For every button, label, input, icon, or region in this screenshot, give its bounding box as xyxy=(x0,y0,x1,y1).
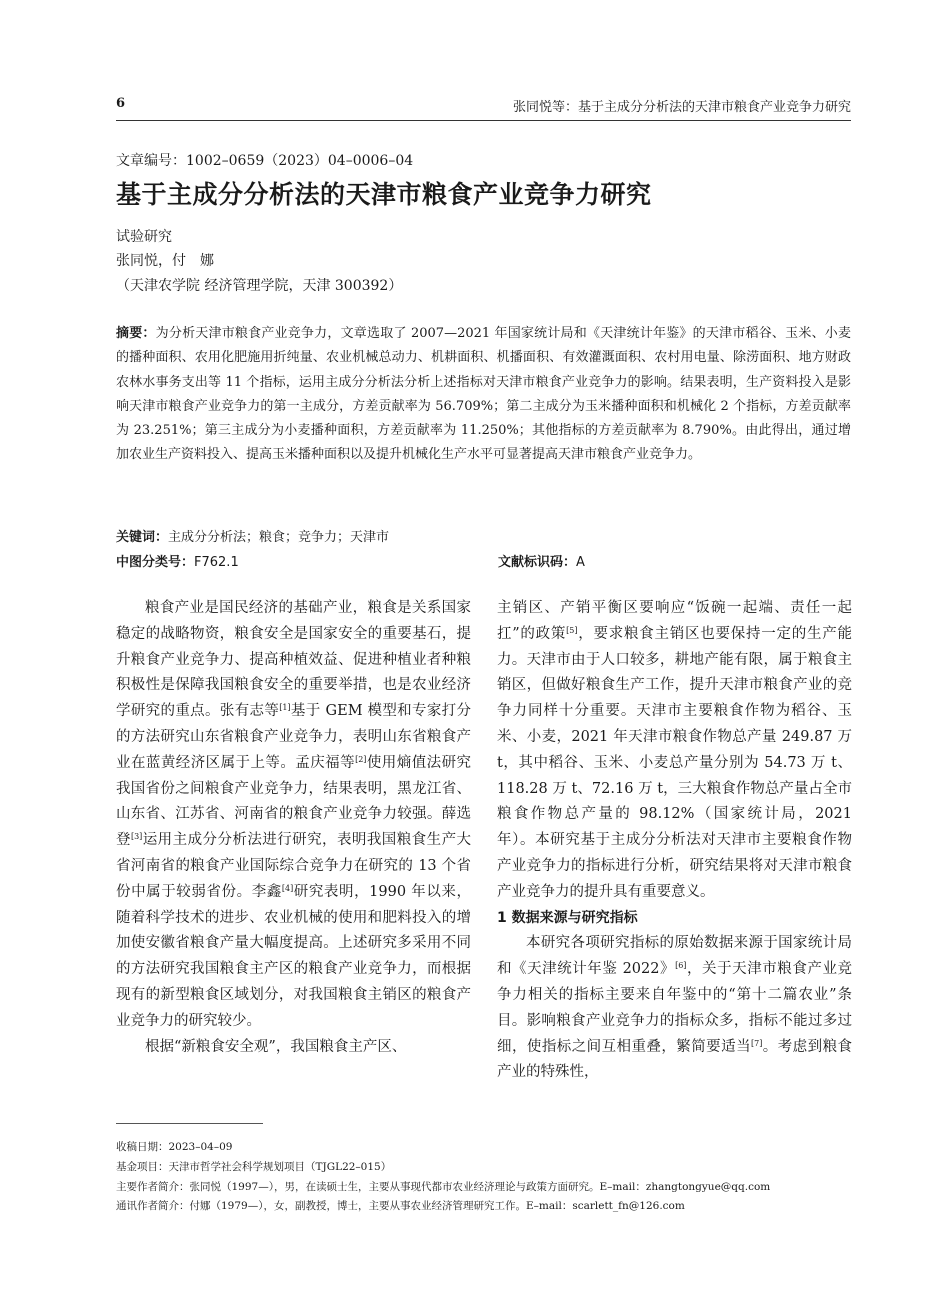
classification-label: 中图分类号： xyxy=(116,555,195,570)
section-heading: 1 数据来源与研究指标 xyxy=(497,909,638,926)
footnote-first-author: 主要作者简介：张同悦（1997—），男，在读硕士生，主要从事现代都市农业经济理论与政策方面研究。E–mail：zhangtongyue@qq.com xyxy=(116,1180,771,1193)
document-code-label: 文献标识码： xyxy=(498,555,577,570)
keywords-text: 主成分分析法；粮食；竞争力；天津市 xyxy=(168,530,390,545)
body-column-right xyxy=(497,596,852,1086)
paper-title: 基于主成分分析法的天津市粮食产业竞争力研究 xyxy=(116,180,652,209)
body-paragraph: 本研究各项研究指标的原始数据来源于国家统计局和《天津统计年鉴 2022》[6]，关于天津市粮食产业竞争力相关的指标主要来自年鉴中的“第十二篇农业”条目。影响粮食产业竞争力的指标众多，指标不能过多过细，使指标之间互相重叠，繁简要适当[7]。考虑到粮食产业的特殊性， xyxy=(497,935,853,1081)
article-number: 文章编号：1002–0659（2023）04–0006–04 xyxy=(116,153,414,169)
body-paragraph: 粮食产业是国民经济的基础产业，粮食是关系国家稳定的战略物资，粮食安全是国家安全的重要基石，提升粮食产业竞争力、提高种植效益、促进种植业者种粮积极性是保障我国粮食安全的重要举措，也是农业经济学研究的重点。张有志等[1]基于 GEM 模型和专家打分的方法研究山东省粮食产业竞争力，表明山东省粮食产业在蓝黄经济区属于上等。孟庆福等[2]使用熵值法研究我国省份之间粮食产业竞争力，结果表明，黑龙江省、山东省、江苏省、河南省的粮食产业竞争力较强。薛选登[3]运用主成分分析法进行研究，表明我国粮食生产大省河南省的粮食产业国际综合竞争力在研究的 13 个省份中属于较弱省份。李鑫[4]研究表明，1990 年以来，随着科学技术的进步、农业机械的使用和肥料投入的增加使安徽省粮食产量大幅度提高。上述研究多采用不同的方法研究我国粮食主产区的粮食产业竞争力，而根据现有的新型粮食区域划分，对我国粮食主销区的粮食产业竞争力的研究较少。 xyxy=(116,600,472,1029)
author-list: 张同悦，付 娜 xyxy=(116,253,214,269)
abstract-label: 摘要： xyxy=(116,326,156,341)
page-number: 6 xyxy=(116,96,126,111)
keywords-label: 关键词： xyxy=(116,530,169,545)
citation-ref[interactable]: [2] xyxy=(355,754,367,764)
article-category: 试验研究 xyxy=(116,229,172,245)
footnote-received: 收稿日期：2023–04–09 xyxy=(116,1141,233,1153)
body-column-left xyxy=(116,596,471,1060)
citation-ref[interactable]: [5] xyxy=(566,625,578,635)
footnote-corresponding: 通讯作者简介：付娜（1979—），女，副教授，博士，主要从事农业经济管理研究工作。E–mail：scarlett_fn@126.com xyxy=(116,1200,685,1213)
classification-value: F762.1 xyxy=(194,555,239,570)
footnotes xyxy=(116,1138,856,1217)
citation-ref[interactable]: [4] xyxy=(281,883,294,893)
classification-number xyxy=(116,551,239,570)
body-paragraph: 根据“新粮食安全观”，我国粮食主产区、 xyxy=(145,1038,407,1055)
footnote-fund: 基金项目：天津市哲学社会科学规划项目（TJGL22–015） xyxy=(116,1160,392,1173)
body-paragraph-continued: 主销区、产销平衡区要响应“饭碗一起端、责任一起扛”的政策[5]，要求粮食主销区也要保持一定的生产能力。天津市由于人口较多，耕地产能有限，属于粮食主销区，但做好粮食生产工作，提升天津市粮食产业的竞争力同样十分重要。天津市主要粮食作物为稻谷、玉米、小麦，2021 年天津市粮食作物总产量 249.87 万 t，其中稻谷、玉米、小麦总产量分别为 54.73 万 t、118.28 万 t、72.16 万 t，三大粮食作物总产量占全市粮食作物总产量的 98.12%（国家统计局，2021 年）。本研究基于主成分分析法对天津市主要粮食作物产业竞争力的指标进行分析，研究结果将对天津市粮食产业竞争力的提升具有重要意义。 xyxy=(497,600,853,900)
running-title: 张同悦等：基于主成分分析法的天津市粮食产业竞争力研究 xyxy=(512,100,851,115)
citation-ref[interactable]: [6] xyxy=(675,961,687,971)
citation-ref[interactable]: [3] xyxy=(130,832,143,842)
running-header xyxy=(116,96,851,116)
abstract xyxy=(116,322,851,468)
affiliation: （天津农学院 经济管理学院，天津 300392） xyxy=(116,278,403,294)
abstract-text: 为分析天津市粮食产业竞争力，文章选取了 2007—2021 年国家统计局和《天津统计年鉴》的天津市稻谷、玉米、小麦的播种面积、农用化肥施用折纯量、农业机械总动力、机耕面积、机播面积、有效灌溉面积、农村用电量、除涝面积、地方财政农林水事务支出等 11 个指标，运用主成分分析法分析上述指标对天津市粮食产业竞争力的影响。结果表明，生产资料投入是影响天津市粮食产业竞争力的第一主成分，方差贡献率为 56.709%；第二主成分为玉米播种面积和机械化 2 个指标，方差贡献率为 23.251%；第三主成分为小麦播种面积，方差贡献率为 11.250%；其他指标的方差贡献率为 8.790%。由此得出，通过增加农业生产资料投入、提高玉米播种面积以及提升机械化生产水平可显著提高天津市粮食产业竞争力。 xyxy=(116,326,851,463)
citation-ref[interactable]: [1] xyxy=(279,703,291,713)
document-code xyxy=(498,551,585,570)
footnote-rule xyxy=(116,1123,263,1124)
keywords xyxy=(116,526,389,545)
header-rule xyxy=(116,120,851,121)
citation-ref[interactable]: [7] xyxy=(751,1038,763,1048)
document-code-value: A xyxy=(576,555,585,570)
